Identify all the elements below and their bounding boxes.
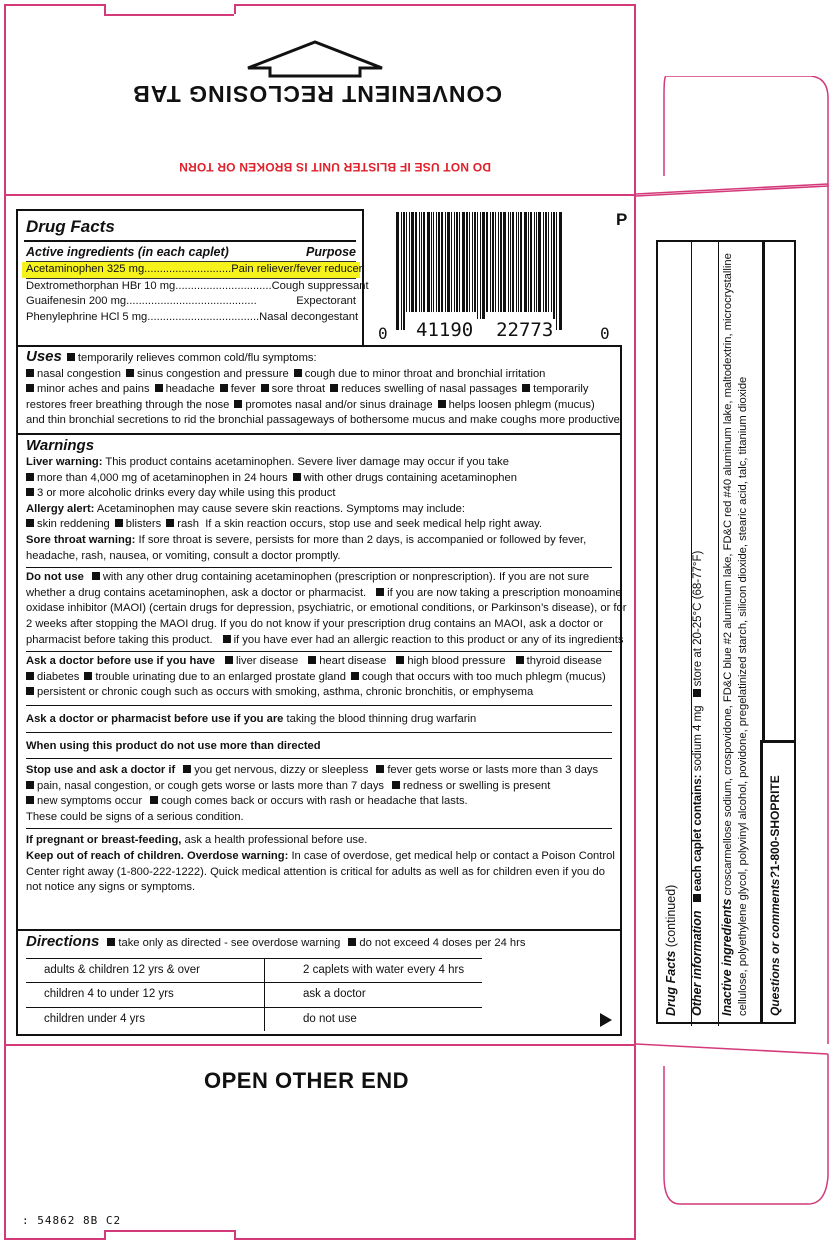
- purpose-header: Purpose: [305, 245, 356, 259]
- open-other-end-label: OPEN OTHER END: [204, 1068, 410, 1093]
- side-other-information: Other informationeach caplet contains: sodium 4 mgstore at 20-25°C (68-77°F): [690, 550, 704, 1016]
- barcode-bar: [530, 212, 532, 312]
- barcode-bar: [524, 212, 527, 312]
- barcode-left-digit: 0: [378, 324, 388, 343]
- print-code: : 54862 8B C2: [22, 1214, 122, 1227]
- barcode-bar: [421, 212, 422, 312]
- barcode-bar: [419, 212, 420, 312]
- barcode-bar: [423, 212, 425, 312]
- barcode-bar: [451, 212, 452, 312]
- barcode-bar: [516, 212, 517, 312]
- barcode-bar: [556, 212, 557, 330]
- ingredient-row: Guaifenesin 200 mg.......................................... Expectorant: [26, 295, 356, 308]
- barcode-bar: [433, 212, 434, 312]
- table-row: children 4 to under 12 yrs ask a doctor: [26, 983, 482, 1008]
- top-flap: [4, 4, 636, 196]
- barcode-bar: [469, 212, 470, 312]
- barcode-bar: [406, 212, 407, 312]
- barcode-bar: [415, 212, 417, 312]
- barcode-bar: [498, 212, 499, 312]
- barcode-bars: [396, 212, 596, 320]
- barcode-bar: [520, 212, 522, 312]
- barcode-bar: [447, 212, 450, 312]
- barcode-bar: [411, 212, 414, 312]
- barcode-bar: [409, 212, 410, 312]
- barcode-bar: [492, 212, 494, 312]
- barcode-bar: [474, 212, 476, 312]
- barcode-bar: [510, 212, 511, 312]
- barcode-bar: [551, 212, 552, 312]
- reclosing-tab-label: CONVENIENT RECLOSING TAB: [132, 81, 502, 107]
- continue-arrow-icon: [600, 1013, 612, 1027]
- table-row: adults & children 12 yrs & over 2 caplets with water every 4 hrs: [26, 958, 482, 983]
- barcode-bar: [512, 212, 514, 312]
- barcode-bar: [431, 212, 432, 312]
- directions-panel: Directions take only as directed - see overdose warning do not exceed 4 doses per 24 hrs adults & children 12 yrs & over 2 caplets with water every 4 hrs children 4 to under 12 yrs ask a doctor children under 4 yrs do not use: [16, 929, 622, 1036]
- barcode-bar: [503, 212, 506, 312]
- warnings-title: Warnings: [26, 437, 95, 454]
- barcode-bar: [534, 212, 535, 312]
- barcode-bar: [553, 212, 555, 330]
- uses-title: Uses: [26, 348, 62, 365]
- barcode-bar: [480, 212, 481, 330]
- side-inactive-ingredients: Inactive ingredients croscarmellose sodium, crospovidone, FD&C blue #2 aluminum lake, FD&C red #40 aluminum lake, maltodextrin, microcrystalline cellulose, polyethylene glycol, polyvinyl alcohol, povidone, pregelatinized starch, silicon dioxide, stearic acid, talc, titanium dioxide: [720, 253, 749, 1016]
- drug-facts-title: Drug Facts: [26, 217, 115, 236]
- active-ingredients-header: Active ingredients (in each caplet): [26, 245, 229, 259]
- barcode-bar: [462, 212, 465, 312]
- barcode-bar: [436, 212, 437, 312]
- side-questions: Questions or comments?1-800-SHOPRITE: [768, 775, 782, 1016]
- barcode-bar: [459, 212, 460, 312]
- barcode-bar: [401, 212, 402, 330]
- barcode-bar: [454, 212, 455, 312]
- side-continued-line: Drug Facts (continued): [664, 884, 678, 1016]
- table-row: children under 4 yrs do not use: [26, 1007, 482, 1031]
- barcode-bar: [536, 212, 537, 312]
- barcode-bar: [500, 212, 502, 312]
- uses-panel: Uses temporarily relieves common cold/flu symptoms: nasal congestion sinus congestion and pressure cough due to minor throat and bronchial irritation minor aches and pains headache fever sore throat reduces swelling of nasal passages temporarily restores freer breathing through the nose promotes nasal and/or sinus drainage helps loosen phlegm (mucus) and thin bronchial secretions to rid the bronchial passageways of bothersome mucus and make coughs more productive: [16, 345, 622, 435]
- barcode-bar: [396, 212, 399, 330]
- warnings-panel: Warnings Liver warning: This product contains acetaminophen. Severe liver damage may occur if you take more than 4,000 mg of acetaminophen in 24 hours with other drugs containing acetaminophen 3 or more alcoholic drinks every day while using this product Allergy alert: Acetaminophen may cause severe skin reactions. Symptoms may include: skin reddening blisters rash If a skin reaction occurs, stop use and seek medical help right away. Sore throat warning: If sore throat is severe, persists for more than 2 days, is accompanied or followed by fever, headache, rash, nausea, or vomiting, consult a doctor promptly. Do not use with any other drug containing acetaminophen (prescription or nonprescription). If you are not sure whether a drug contains acetaminophen, ask a doctor or pharmacist. if you are now taking a prescription monoamine oxidase inhibitor (MAOI) (certain drugs for depression, psychiatric, or emotional conditions, or Parkinson’s disease), or for 2 weeks after stopping the MAOI drug. If you do not know if your prescription drug contains an MAOI, ask a doctor or pharmacist before taking this product. if you have ever had an allergic reaction to this product or any of its ingredients Ask a doctor before use if you have liver disease heart disease high blood pressure thyroid disease diabetes trouble urinating due to an enlarged prostate gland cough that occurs with too much phlegm (mucus) persistent or chronic cough such as occurs with smoking, asthma, chronic bronchitis, or emphysema Ask a doctor or pharmacist before use if you are taking the blood thinning drug warfarin When using this product do not use more than directed Stop use and ask a doctor if you get nervous, dizzy or sleepless fever gets worse or lasts more than 3 days pain, nasal congestion, or cough gets worse or lasts more than 7 days redness or swelling is present new symptoms occur cough comes back or occurs with rash or headache that lasts. These could be signs of a serious condition. If pregnant or breast-feeding, ask a health professional before use. Keep out of reach of children. Overdose warning: In case of overdose, get medical help or contact a Poison Control Center right away (1-800-222-1222). Quick medical attention is critical for adults as well as for children even if you do not notice any signs or symptoms.: [16, 433, 622, 931]
- barcode-digits: 41190 22773: [416, 319, 554, 341]
- barcode-bar: [477, 212, 478, 330]
- barcode-bar: [495, 212, 496, 312]
- barcode-bar: [427, 212, 430, 312]
- barcode-bar: [559, 212, 562, 330]
- barcode-bar: [403, 212, 405, 330]
- barcode-bar: [543, 212, 544, 312]
- barcode-right-digit: 0: [600, 324, 610, 343]
- barcode-bar: [545, 212, 547, 312]
- barcode-bar: [466, 212, 468, 312]
- barcode-bar: [438, 212, 440, 312]
- barcode-bar: [490, 212, 491, 312]
- barcode-bar: [508, 212, 509, 312]
- barcode-bar: [456, 212, 458, 312]
- bottom-flap: [4, 1044, 636, 1240]
- barcode: [376, 212, 616, 348]
- ingredient-row: Dextromethorphan HBr 10 mg............................... Cough suppressant: [26, 279, 369, 292]
- directions-table: [26, 958, 482, 1032]
- drug-facts-active-panel: [16, 209, 369, 347]
- barcode-bar: [538, 212, 541, 312]
- barcode-bar: [472, 212, 473, 312]
- blister-warning: DO NOT USE IF BLISTER UNIT IS BROKEN OR TORN: [179, 160, 491, 174]
- ingredient-row: Phenylephrine HCl 5 mg.................................... Nasal decongestant: [26, 310, 359, 323]
- barcode-bar: [548, 212, 549, 312]
- barcode-bar: [445, 212, 446, 312]
- barcode-bar: [486, 212, 488, 312]
- reclosing-tab-arrow: [240, 38, 390, 78]
- package-letter: P: [616, 210, 628, 229]
- ingredient-row: Acetaminophen 325 mg............................ Pain reliever/fever reducer: [22, 262, 360, 278]
- barcode-bar: [518, 212, 519, 312]
- barcode-bar: [482, 212, 485, 330]
- directions-title: Directions: [26, 933, 100, 950]
- barcode-bar: [528, 212, 529, 312]
- barcode-bar: [441, 212, 443, 312]
